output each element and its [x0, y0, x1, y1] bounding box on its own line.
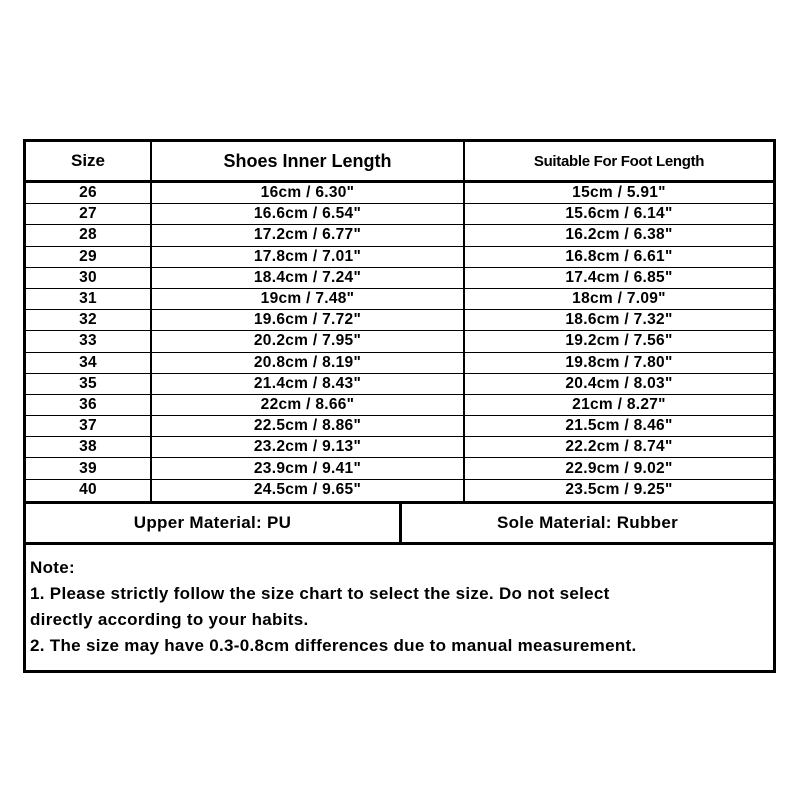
foot-length-cell: 22.9cm / 9.02"	[565, 459, 673, 477]
foot-length-cell: 19.2cm / 7.56"	[565, 332, 673, 350]
size-cell: 36	[26, 395, 152, 415]
table-row	[26, 374, 773, 395]
inner-length-cell: 24.5cm / 9.65"	[152, 480, 465, 501]
inner-length-cell: 22.5cm / 8.86"	[152, 416, 465, 436]
size-cell: 27	[26, 204, 152, 224]
notes	[30, 555, 770, 659]
note-line-2: 2. The size may have 0.3-0.8cm differences due to manual measurement.	[30, 636, 637, 655]
size-cell: 32	[26, 310, 152, 330]
table-row	[26, 310, 773, 331]
table-row	[26, 331, 773, 352]
foot-length-cell: 17.4cm / 6.85"	[565, 268, 673, 286]
foot-length-cell: 20.4cm / 8.03"	[565, 374, 673, 392]
upper-material: Upper Material: PU	[26, 504, 402, 542]
size-cell: 37	[26, 416, 152, 436]
table-header	[26, 142, 773, 183]
sole-material: Sole Material: Rubber	[496, 513, 679, 532]
header-inner-length: Shoes Inner Length	[152, 142, 465, 180]
note-title: Note:	[30, 558, 75, 577]
size-cell: 29	[26, 247, 152, 267]
table-row	[26, 353, 773, 374]
inner-length-cell: 21.4cm / 8.43"	[152, 374, 465, 394]
inner-length-cell: 17.8cm / 7.01"	[152, 247, 465, 267]
size-cell: 38	[26, 437, 152, 457]
inner-length-cell: 23.9cm / 9.41"	[152, 458, 465, 478]
table-body	[26, 183, 773, 501]
foot-length-cell: 15cm / 5.91"	[572, 184, 666, 202]
table-row	[26, 247, 773, 268]
inner-length-cell: 16cm / 6.30"	[152, 183, 465, 203]
size-cell: 35	[26, 374, 152, 394]
material-row	[26, 501, 773, 545]
table-row	[26, 289, 773, 310]
foot-length-cell: 19.8cm / 7.80"	[565, 353, 673, 371]
table-row	[26, 458, 773, 479]
size-cell: 26	[26, 183, 152, 203]
foot-length-cell: 21cm / 8.27"	[572, 395, 666, 413]
foot-length-cell: 18.6cm / 7.32"	[565, 311, 673, 329]
inner-length-cell: 22cm / 8.66"	[152, 395, 465, 415]
foot-length-cell: 15.6cm / 6.14"	[565, 205, 673, 223]
note-line-1a: 1. Please strictly follow the size chart to select the size. Do not select	[30, 584, 610, 603]
size-chart	[23, 139, 776, 673]
foot-length-cell: 18cm / 7.09"	[572, 290, 666, 308]
note-line-1b: directly according to your habits.	[30, 610, 309, 629]
table-row	[26, 268, 773, 289]
foot-length-cell: 21.5cm / 8.46"	[565, 417, 673, 435]
size-cell: 40	[26, 480, 152, 501]
header-foot-length: Suitable For Foot Length	[533, 152, 705, 170]
size-cell: 28	[26, 225, 152, 245]
size-cell: 30	[26, 268, 152, 288]
foot-length-cell: 16.8cm / 6.61"	[565, 247, 673, 265]
table-row	[26, 204, 773, 225]
size-cell: 34	[26, 353, 152, 373]
size-cell: 33	[26, 331, 152, 351]
inner-length-cell: 23.2cm / 9.13"	[152, 437, 465, 457]
foot-length-cell: 22.2cm / 8.74"	[565, 438, 673, 456]
inner-length-cell: 20.2cm / 7.95"	[152, 331, 465, 351]
size-cell: 39	[26, 458, 152, 478]
table-row	[26, 437, 773, 458]
inner-length-cell: 20.8cm / 8.19"	[152, 353, 465, 373]
table-row	[26, 225, 773, 246]
table-row	[26, 416, 773, 437]
header-size: Size	[26, 142, 152, 180]
inner-length-cell: 19cm / 7.48"	[152, 289, 465, 309]
table-row	[26, 395, 773, 416]
inner-length-cell: 16.6cm / 6.54"	[152, 204, 465, 224]
table-row	[26, 183, 773, 204]
size-cell: 31	[26, 289, 152, 309]
table-row	[26, 480, 773, 501]
inner-length-cell: 17.2cm / 6.77"	[152, 225, 465, 245]
inner-length-cell: 19.6cm / 7.72"	[152, 310, 465, 330]
inner-length-cell: 18.4cm / 7.24"	[152, 268, 465, 288]
foot-length-cell: 23.5cm / 9.25"	[565, 481, 673, 499]
foot-length-cell: 16.2cm / 6.38"	[565, 226, 673, 244]
